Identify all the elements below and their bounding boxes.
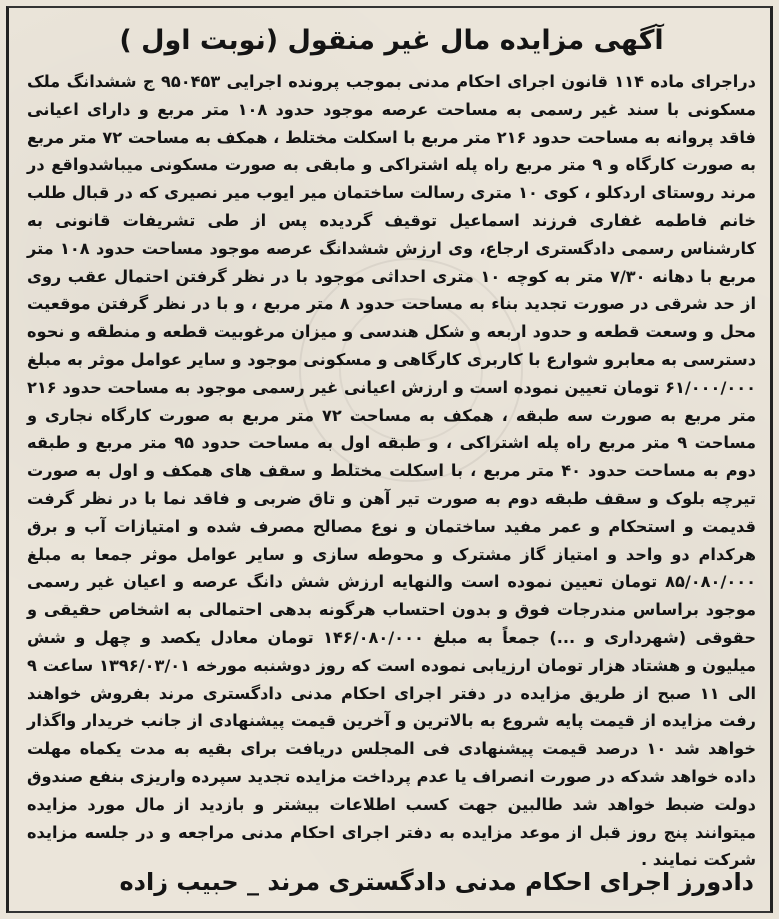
notice-body: دراجرای ماده ۱۱۴ قانون اجرای احکام مدنی بموجب پرونده اجرایی ۹۵۰۴۵۳ ج ششدانگ ملک مسکونی با سند غیر رسمی به مساحت عرصه موجود حدود ۱۰۸ متر مربع و دارای اعیانی فاقد پروانه به مساحت حدود ۲۱۶ متر مربع با اسکلت مختلط ، همکف به مساحت ۷۲ متر مربع به صورت کارگاه و ۹ متر مربع راه پله اشتراکی و مابقی به صورت مسکونی میباشدواقع در مرند روستای اردکلو ، کوی ۱۰ متری رسالت ساختمان میر ایوب میر نصیری که در قبال طلب خانم فاطمه غفاری فرزند اسماعیل توقیف گردیده پس از طی تشریفات قانونی به کارشناس رسمی دادگستری ارجاع، وی ارزش ششدانگ عرصه موجود مساحت حدود ۱۰۸ متر مربع با دهانه ۷/۳۰ متر به کوچه ۱۰ متری احداثی موجود با در نظر گرفتن احتمال عقب روی از حد شرقی در صورت تجدید بناء به مساحت حدود ۸ متر مربع ، و با در نظر گرفتن موقعیت محل و وسعت قطعه و حدود اربعه و شکل هندسی و میزان مرغوبیت قطعه و منطقه و نحوه دسترسی به معابرو شوارع با کاربری کارگاهی و مسکونی موجود و سایر عوامل موثر به مبلغ ۶۱/۰۰۰/۰۰۰ تومان تعیین نموده است و ارزش اعیانی غیر رسمی موجود به مساحت حدود ۲۱۶ متر مربع به صورت سه طبقه ، همکف به مساحت ۷۲ متر مربع به صورت کارگاه نجاری و مساحت ۹ متر مربع راه پله اشتراکی ، و طبقه اول به مساحت حدود ۹۵ متر مربع و طبقه دوم به مساحت حدود ۴۰ متر مربع ، با اسکلت مختلط و سقف های همکف و اول به صورت تیرچه بلوک و سقف طبقه دوم به صورت تیر آهن و تاق ضربی و فاقد نما با در نظر گرفت قدیمت و استحکام و عمر مفید ساختمان و نوع مصالح مصرف شده و امتیازات آب و برق هرکدام دو واحد و امتیاز گاز مشترک و محوطه سازی و سایر عوامل موثر جمعا به مبلغ ۸۵/۰۸۰/۰۰۰ تومان تعیین نموده است والنهایه ارزش شش دانگ عرصه و اعیان غیر رسمی موجود براساس مندرجات فوق و بدون احتساب هرگونه بدهی احتمالی به اشخاص حقیقی و حقوقی (شهرداری و ...) جمعاً به مبلغ ۱۴۶/۰۸۰/۰۰۰ تومان معادل یکصد و چهل و شش میلیون و هشتاد هزار تومان ارزیابی نموده است که روز دوشنبه مورخه ۱۳۹۶/۰۳/۰۱ ساعت ۹ الی ۱۱ صبح از طریق مزایده در دفتر اجرای احکام مدنی دادگستری مرند بفروش خواهند رفت مزایده از قیمت پایه شروع به بالاترین و آخرین قیمت پیشنهادی از جانب خریدار واگذار خواهد شد ۱۰ درصد قیمت پیشنهادی فی المجلس دریافت برای بقیه به مدت یکماه مهلت داده خواهد شدکه در صورت انصراف یا عدم پرداخت مزایده تجدید سپرده واریزی بنفع صندوق دولت ضبط خواهد شد طالبین جهت کسب اطلاعات بیشتر و بازدید از مال مورد مزایده میتوانند پنج روز قبل از موعد مزایده به دفتر اجرای احکام مدنی مراجعه و در جلسه مزایده شرکت نمایند . — [27, 72, 757, 870]
notice-frame — [6, 6, 773, 913]
notice-signature: دادورز اجرای احکام مدنی دادگستری مرند _ حبیب زاده — [119, 868, 754, 896]
notice-title: آگهی مزایده مال غیر منقول (نوبت اول ) — [119, 25, 664, 56]
